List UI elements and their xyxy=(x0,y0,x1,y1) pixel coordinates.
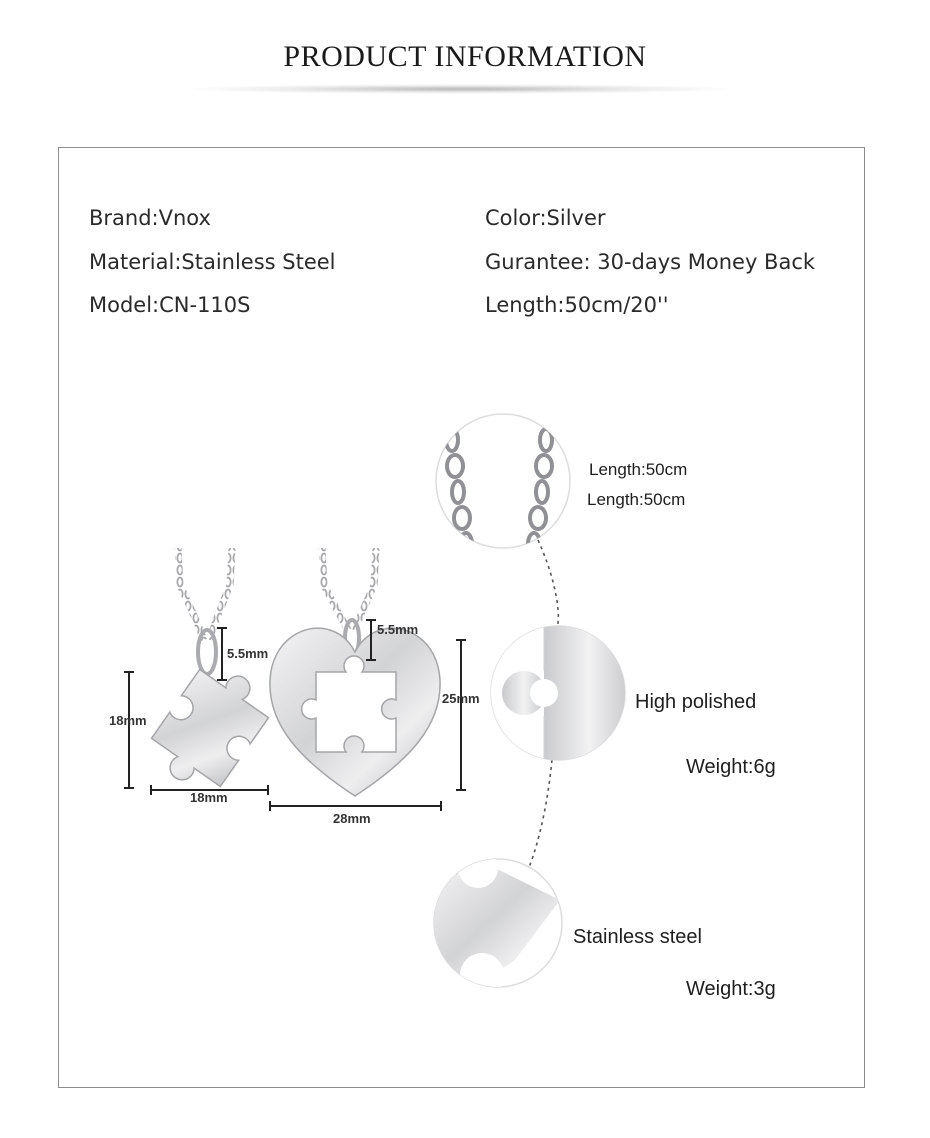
material-label: Stainless steel xyxy=(573,926,702,948)
puzzle-width-dimension: 18mm xyxy=(190,790,228,805)
heart-bail-dimension: 5.5mm xyxy=(377,622,419,637)
chain-length-label-2: Length:50cm xyxy=(587,490,686,509)
puzzle-jump-ring xyxy=(198,630,216,674)
spec-length: Length:50cm/20'' xyxy=(485,293,669,317)
puzzle-weight-label: Weight:3g xyxy=(686,978,776,1000)
heart-chain xyxy=(322,548,376,630)
puzzle-chain xyxy=(178,548,232,640)
chain-closeup-circle xyxy=(436,414,570,555)
chain-length-label-1: Length:50cm xyxy=(589,460,688,479)
spec-material: Material:Stainless Steel xyxy=(89,250,336,274)
spec-brand: Brand:Vnox xyxy=(89,206,211,230)
spec-model: Model:CN-110S xyxy=(89,293,251,317)
heart-pendant xyxy=(270,628,440,796)
heart-height-dimension: 25mm xyxy=(442,691,480,706)
polished-label: High polished xyxy=(635,691,757,713)
steel-closeup-circle xyxy=(430,848,562,997)
puzzle-pendant xyxy=(141,654,279,802)
puzzle-bail-dimension: 5.5mm xyxy=(227,646,269,661)
polished-closeup-circle xyxy=(490,620,634,770)
spec-color: Color:Silver xyxy=(485,206,606,230)
heart-width-dimension: 28mm xyxy=(333,811,371,826)
spec-guarantee: Gurantee: 30-days Money Back xyxy=(485,250,816,274)
puzzle-height-dimension: 18mm xyxy=(109,713,147,728)
heart-weight-label: Weight:6g xyxy=(686,756,776,778)
page-title: PRODUCT INFORMATION xyxy=(283,40,647,73)
